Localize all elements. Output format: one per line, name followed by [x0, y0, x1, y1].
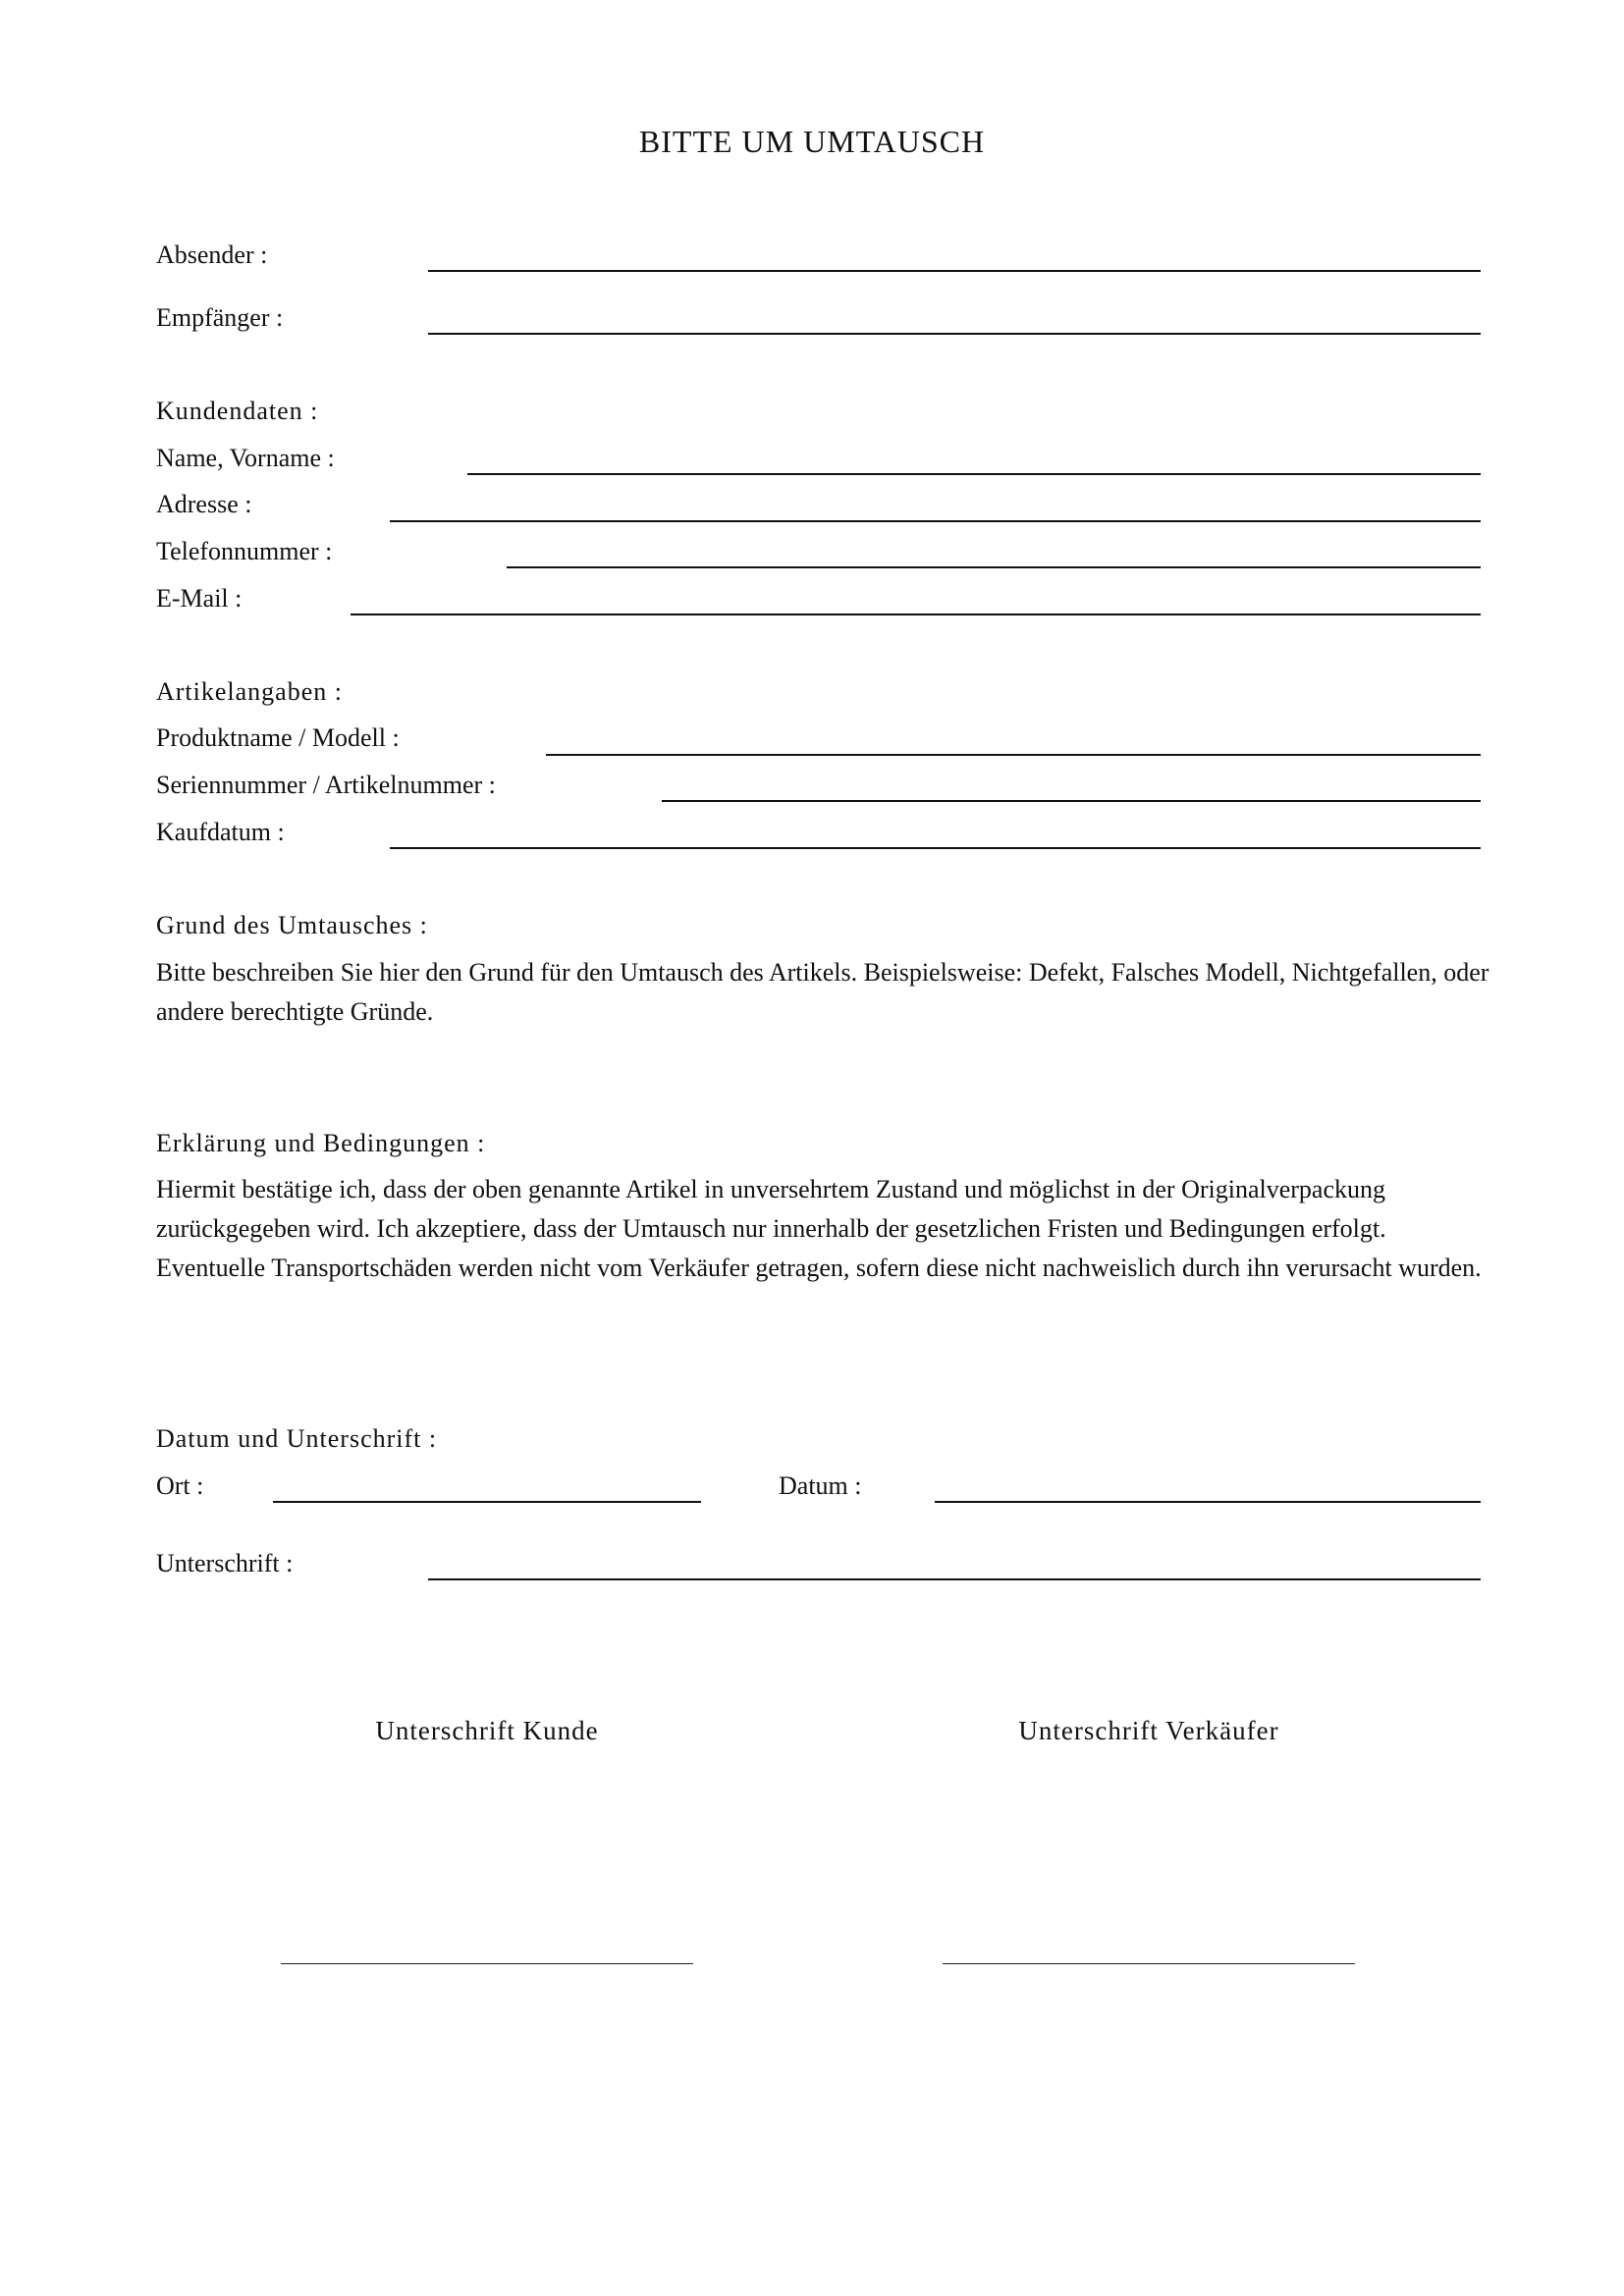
reason-text: Bitte beschreiben Sie hier den Grund für den Umtausch des Artikels. Beispielsweise: Defekt, Falsches Modell, Nichtgefallen, oder andere berechtigte Gründe.: [156, 958, 1489, 1026]
serial-field[interactable]: [662, 800, 1481, 802]
name-field[interactable]: [467, 473, 1481, 475]
place-label: Ort :: [156, 1471, 204, 1500]
declaration-heading: Erklärung und Bedingungen :: [156, 1129, 486, 1157]
address-label: Adresse :: [156, 490, 252, 518]
place-field[interactable]: [273, 1501, 701, 1503]
sender-field[interactable]: [428, 270, 1481, 272]
product-label: Produktname / Modell :: [156, 723, 400, 752]
phone-label: Telefonnummer :: [156, 537, 333, 565]
seller-signature-line[interactable]: [943, 1963, 1355, 1964]
signature-label: Unterschrift :: [156, 1549, 294, 1577]
date-label: Datum :: [779, 1471, 862, 1500]
customer-signature-label: Unterschrift Kunde: [375, 1716, 599, 1745]
recipient-label: Empfänger :: [156, 303, 284, 332]
purchase-date-field[interactable]: [390, 847, 1481, 849]
email-field[interactable]: [351, 614, 1481, 615]
seller-signature-label: Unterschrift Verkäufer: [1018, 1716, 1279, 1745]
sender-label: Absender :: [156, 240, 268, 269]
phone-field[interactable]: [507, 566, 1481, 568]
declaration-text: Hiermit bestätige ich, dass der oben genannte Artikel in unversehrtem Zustand und möglichst in der Originalverpackung zurückgegeben wird. Ich akzeptiere, dass der Umtausch nur innerhalb der gesetzlichen Fristen und Bedingungen erfolgt. Eventuelle Transportschäden werden nicht vom Verkäufer getragen, sofern diese nicht nachweislich durch ihn verursacht wurden.: [156, 1175, 1482, 1282]
serial-label: Seriennummer / Artikelnummer :: [156, 771, 496, 799]
email-label: E-Mail :: [156, 584, 243, 613]
reason-heading: Grund des Umtausches :: [156, 911, 428, 939]
signature-section-heading: Datum und Unterschrift :: [156, 1424, 438, 1453]
name-label: Name, Vorname :: [156, 444, 335, 472]
customer-signature-line[interactable]: [281, 1963, 693, 1964]
page-title: BITTE UM UMTAUSCH: [638, 124, 986, 159]
recipient-field[interactable]: [428, 333, 1481, 335]
customer-heading: Kundendaten :: [156, 397, 319, 425]
product-field[interactable]: [546, 754, 1481, 756]
date-field[interactable]: [935, 1501, 1481, 1503]
purchase-date-label: Kaufdatum :: [156, 818, 285, 846]
address-field[interactable]: [390, 520, 1481, 522]
signature-field[interactable]: [428, 1578, 1481, 1580]
article-heading: Artikelangaben :: [156, 677, 343, 706]
